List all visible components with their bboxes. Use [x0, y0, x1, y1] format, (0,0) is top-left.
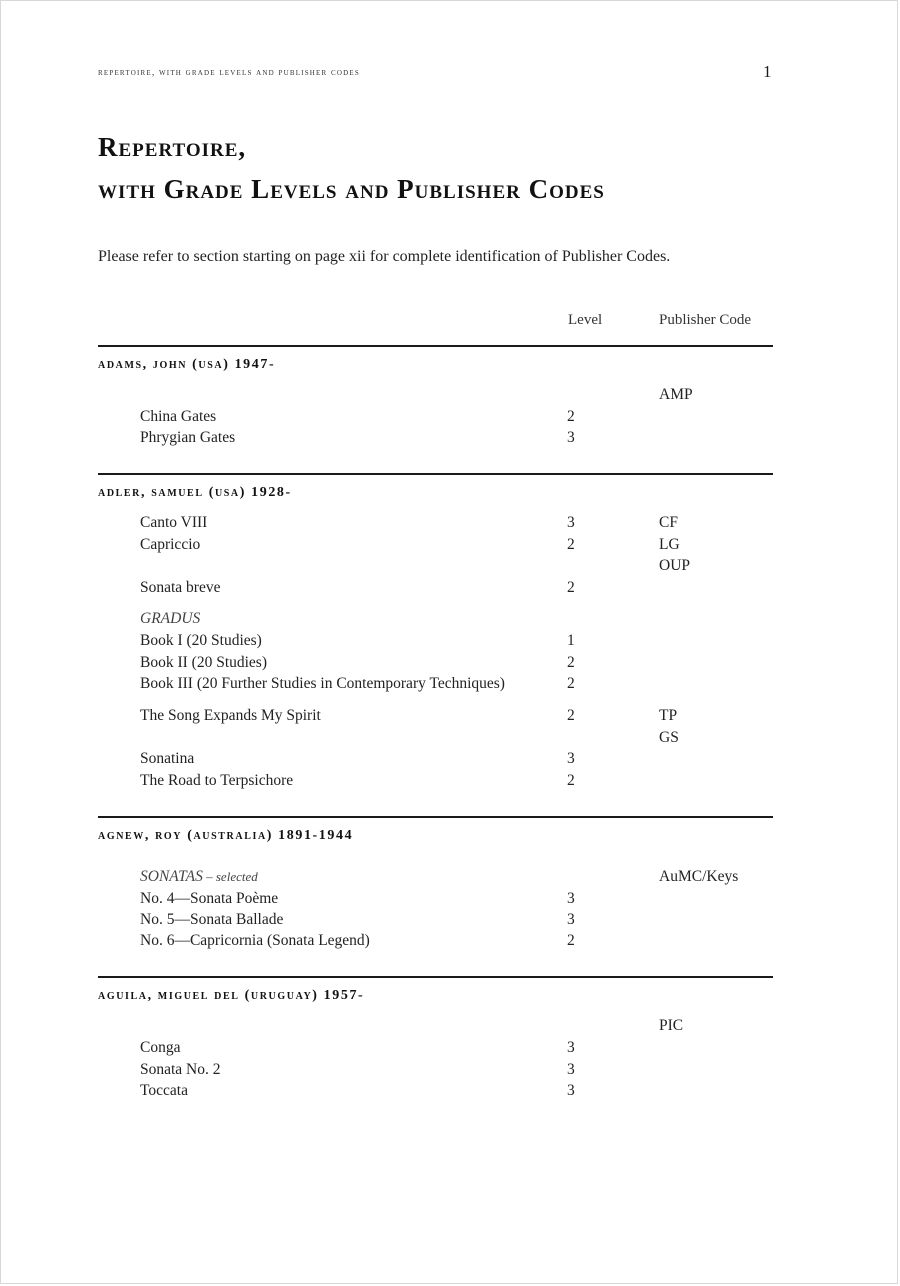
- section-rule: [98, 976, 773, 978]
- section-rule: [98, 345, 773, 347]
- collection-heading: GRADUS: [140, 610, 201, 627]
- entry-title: Book I (20 Studies): [140, 632, 262, 649]
- entry-title: No. 4—Sonata Poème: [140, 890, 279, 907]
- entry-row: [1, 772, 900, 794]
- entry-level: 1: [567, 632, 575, 649]
- entry-title: Capriccio: [140, 536, 201, 553]
- entry-row: [1, 1061, 900, 1083]
- entry-level: 3: [567, 890, 575, 907]
- entry-level: 2: [567, 772, 575, 789]
- entry-row: [1, 932, 900, 954]
- running-head: repertoire, with grade levels and publisher codes: [98, 68, 360, 78]
- entry-title: Book II (20 Studies): [140, 654, 268, 671]
- entry-level: 2: [567, 654, 575, 671]
- entry-row: [1, 632, 900, 654]
- column-header-publisher: Publisher Code: [659, 312, 752, 328]
- title-line-1: Repertoire,: [98, 132, 247, 162]
- entry-title: Sonata breve: [140, 579, 221, 596]
- entry-level: 2: [567, 579, 575, 596]
- entry-title: Sonata No. 2: [140, 1061, 221, 1078]
- entry-publisher: CF: [659, 514, 678, 531]
- entry-publisher: AMP: [659, 386, 693, 403]
- entry-row: [1, 868, 900, 890]
- entry-row: [1, 408, 900, 430]
- collection-heading: [140, 868, 258, 886]
- section-rule: [98, 473, 773, 475]
- entry-title: Phrygian Gates: [140, 429, 236, 446]
- entry-publisher: OUP: [659, 557, 691, 574]
- entry-level: 3: [567, 911, 575, 928]
- intro-text: Please refer to section starting on page xii for complete identification of Publisher Codes.: [98, 248, 671, 265]
- entry-title: China Gates: [140, 408, 217, 425]
- entry-level: 2: [567, 408, 575, 425]
- entry-title: No. 5—Sonata Ballade: [140, 911, 284, 928]
- collection-title: SONATAS: [140, 868, 203, 885]
- title-line-2: with Grade Levels and Publisher Codes: [98, 174, 605, 204]
- entry-row: [1, 536, 900, 558]
- entry-level: 3: [567, 514, 575, 531]
- entry-row: [1, 654, 900, 676]
- entry-level: 2: [567, 536, 575, 553]
- collection-note: – selected: [202, 869, 258, 884]
- entry-row: [1, 557, 900, 579]
- entry-title: Toccata: [140, 1082, 188, 1099]
- entry-row: [1, 1082, 900, 1104]
- entry-level: 3: [567, 1039, 575, 1056]
- entry-row: [1, 911, 900, 933]
- entry-publisher: TP: [659, 707, 678, 724]
- entry-level: 2: [567, 932, 575, 949]
- entry-publisher: GS: [659, 729, 679, 746]
- entry-title: Book III (20 Further Studies in Contemporary Techniques): [140, 675, 505, 692]
- entry-level: 3: [567, 1082, 575, 1099]
- entry-row: [1, 750, 900, 772]
- entry-row: [1, 386, 900, 408]
- entry-row: [1, 707, 900, 729]
- composer-heading: adams, john (usa) 1947-: [98, 357, 276, 372]
- entry-row: [1, 675, 900, 697]
- entry-row: [1, 1017, 900, 1039]
- entry-title: No. 6—Capricornia (Sonata Legend): [140, 932, 370, 949]
- composer-heading: adler, samuel (usa) 1928-: [98, 485, 292, 500]
- entry-level: 3: [567, 750, 575, 767]
- entry-title: Conga: [140, 1039, 181, 1056]
- page-title: [98, 126, 605, 210]
- entry-row: [1, 890, 900, 912]
- composer-heading: agnew, roy (australia) 1891-1944: [98, 828, 354, 843]
- entry-row: [1, 1039, 900, 1061]
- entry-level: 2: [567, 675, 575, 692]
- entry-row: [1, 610, 900, 632]
- entry-publisher: AuMC/Keys: [659, 868, 739, 885]
- page-number: 1: [763, 62, 772, 81]
- entry-title: Canto VIII: [140, 514, 208, 531]
- column-header-level: Level: [568, 312, 603, 328]
- entry-publisher: LG: [659, 536, 680, 553]
- entry-row: [1, 514, 900, 536]
- section-rule: [98, 816, 773, 818]
- entry-title: The Road to Terpsichore: [140, 772, 294, 789]
- entry-level: 3: [567, 429, 575, 446]
- entry-row: [1, 429, 900, 451]
- entry-row: [1, 729, 900, 751]
- entry-title: Sonatina: [140, 750, 195, 767]
- composer-heading: aguila, miguel del (uruguay) 1957-: [98, 988, 365, 1003]
- entry-publisher: PIC: [659, 1017, 684, 1034]
- entry-level: 2: [567, 707, 575, 724]
- entry-row: [1, 579, 900, 601]
- entry-title: The Song Expands My Spirit: [140, 707, 321, 724]
- entry-level: 3: [567, 1061, 575, 1078]
